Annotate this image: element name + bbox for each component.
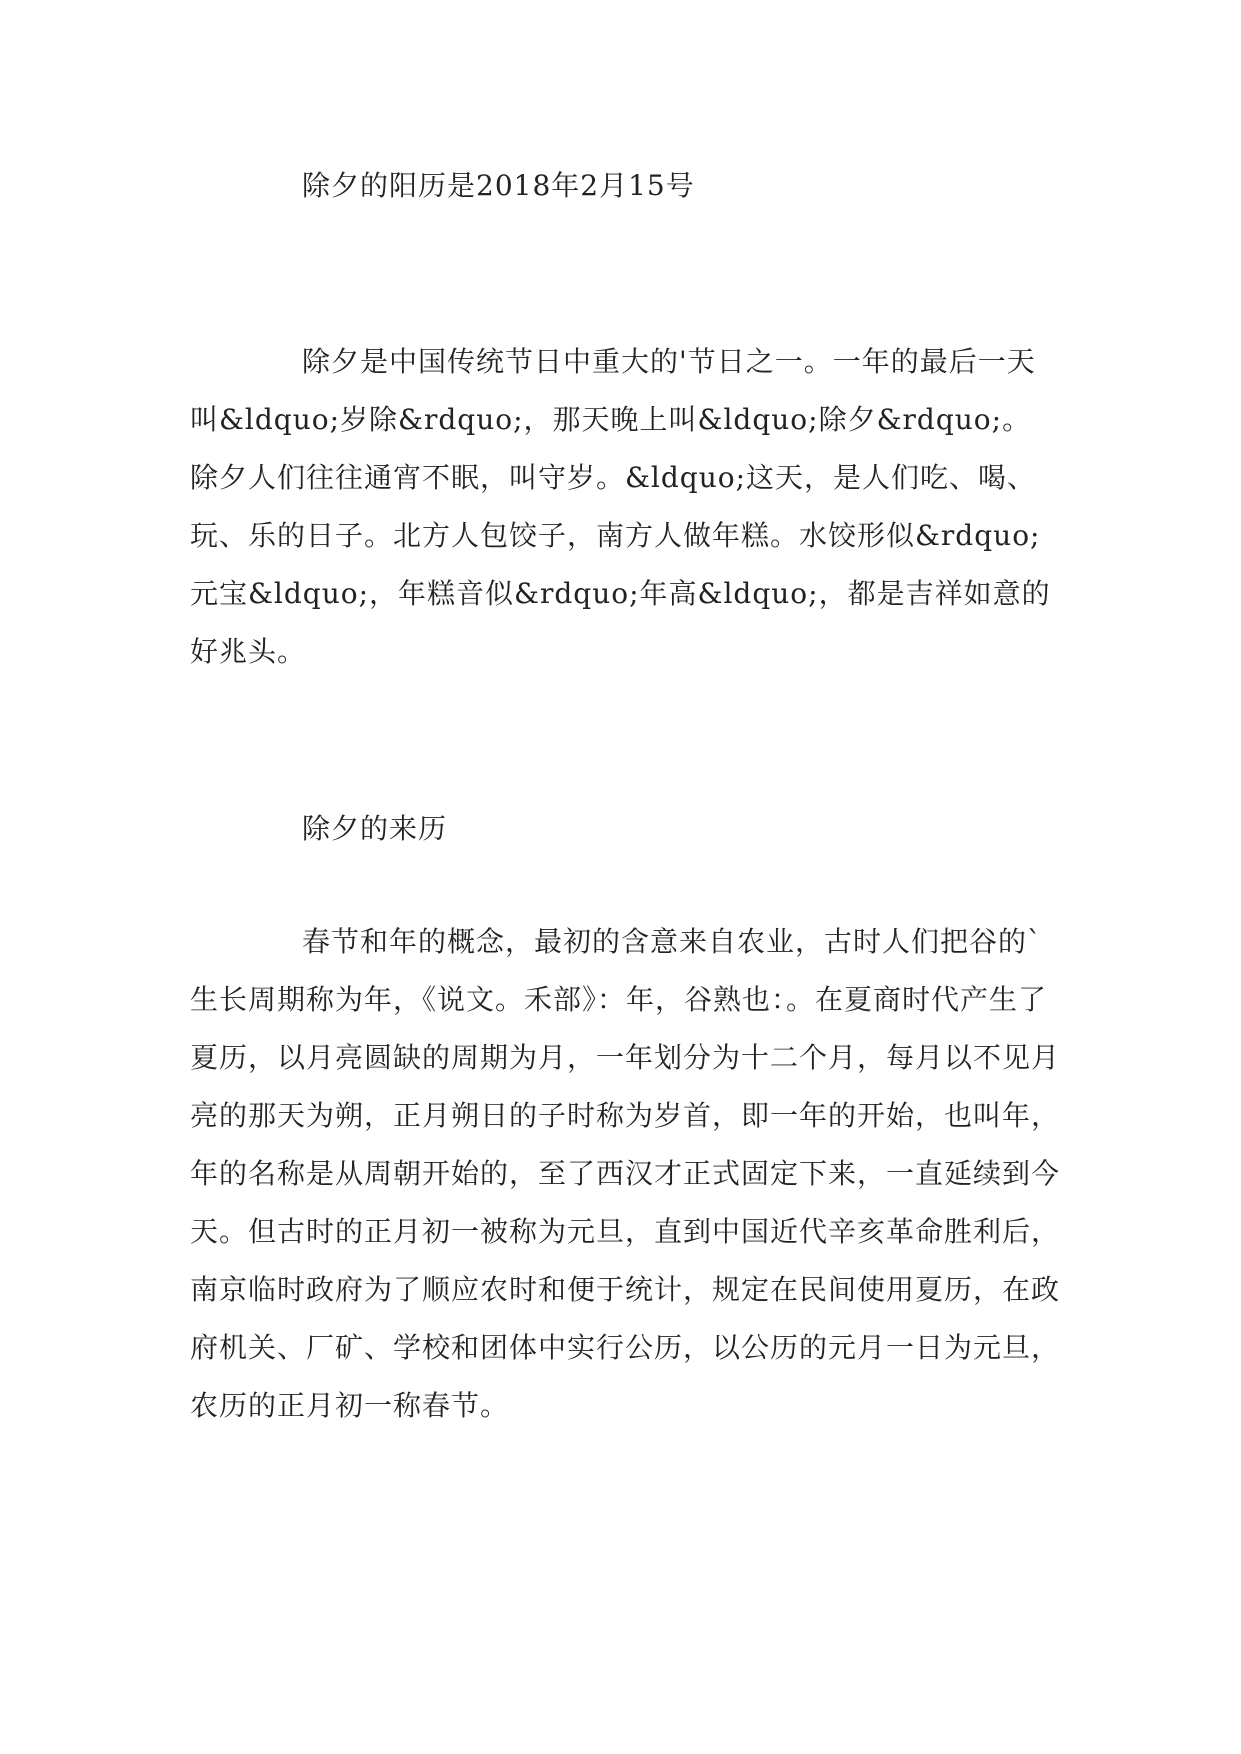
section-heading: 除夕的来历 (302, 812, 448, 845)
body-paragraph: 除夕是中国传统节日中重大的'节日之一。一年的最后一天叫&ldquo;岁除&rdquo;，那天晚上叫&ldquo;除夕&rdquo;。除夕人们往往通宵不眠，叫守岁。&ldquo;这天，是人们吃、喝、玩、乐的日子。北方人包饺子，南方人做年糕。水饺形似&rdquo;元宝&ldquo;，年糕音似&rdquo;年高&ldquo;，都是吉祥如意的好兆头。 (190, 345, 1051, 668)
body-paragraph: 春节和年的概念，最初的含意来自农业，古时人们把谷的`生长周期称为年，《说文。禾部》：年，谷熟也：。在夏商时代产生了夏历，以月亮圆缺的周期为月，一年划分为十二个月，每月以不见月亮的那天为朔，正月朔日的子时称为岁首，即一年的开始，也叫年，年的名称是从周朝开始的，至了西汉才正式固定下来，一直延续到今天。但古时的正月初一被称为元旦，直到中国近代辛亥革命胜利后，南京临时政府为了顺应农时和便于统计，规定在民间使用夏历，在政府机关、厂矿、学校和团体中实行公历，以公历的元月一日为元旦，农历的正月初一称春节。 (190, 925, 1061, 1422)
date-paragraph: 除夕的阳历是2018年2月15号 (302, 169, 695, 202)
